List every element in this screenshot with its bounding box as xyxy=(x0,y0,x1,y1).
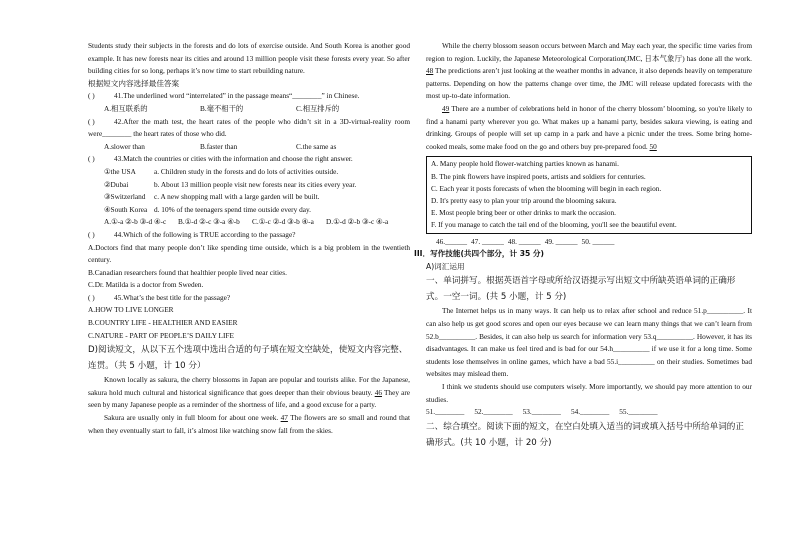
answer-53[interactable]: 53.________ xyxy=(522,407,561,417)
question-45 xyxy=(88,292,410,342)
option-b[interactable]: B.①-d ②-c ③-a ④-b xyxy=(178,217,240,227)
blank-48[interactable]: 48 xyxy=(426,66,434,76)
blank-46[interactable]: 46 xyxy=(374,387,382,397)
sakura-paragraph-2: Sakura are usually only in full bloom for about one week. 47 The flowers are so small and round that when they eventually start to fall, it’s almost like watching snow fall from the skies. xyxy=(88,413,410,435)
option-a[interactable]: A.HOW TO LIVE LONGER xyxy=(88,305,174,315)
match-left: ③Switzerland xyxy=(104,192,146,202)
match-left: ④South Korea xyxy=(104,204,148,214)
option-b[interactable]: B.faster than xyxy=(200,141,238,151)
answer-55[interactable]: 55.________ xyxy=(619,407,658,417)
options-box xyxy=(426,156,752,233)
answer-paren[interactable]: ( ) xyxy=(88,116,95,126)
answer-50[interactable]: 50. ______ xyxy=(581,236,615,246)
match-right: c. A new shopping mall with a large garden will be built. xyxy=(154,192,320,202)
answer-49[interactable]: 49. ______ xyxy=(544,236,578,246)
part-3-heading: III．写作技能(共四个部分，计 35 分) xyxy=(414,249,544,259)
answer-47[interactable]: 47. ______ xyxy=(471,236,504,246)
option-c[interactable]: C.①-c ②-d ③-b ④-a xyxy=(252,217,314,227)
option-a[interactable]: A.相互联系的 xyxy=(104,103,148,113)
left-column xyxy=(88,40,410,437)
option-a[interactable]: A.①-a ②-b ③-d ④-c xyxy=(104,217,167,227)
answer-line-46-50 xyxy=(426,236,752,249)
blank-47[interactable]: 47 xyxy=(280,413,288,423)
option-a: A. Many people hold flower-watching parties known as hanami. xyxy=(431,159,619,169)
question-text: 43.Match the countries or cities with the information and choose the right answer. xyxy=(114,154,353,164)
intro-paragraph: Students study their subjects in the forests and do lots of exercise outside. And South Korea is another good example. It has new forests near its cities and around 13 million people visit these forests every year. So after building cities for so long, perhaps it’s now time to start rebuilding nature. xyxy=(88,41,410,76)
cloze-instructions: 二、综合填空。阅读下面的短文，在空白处填入适当的词或填入括号中所给单词的正确形式。(共 10 小题，计 20 分) xyxy=(426,421,744,448)
right-column xyxy=(414,40,752,451)
question-text: 45.What’s the best title for the passage? xyxy=(114,292,231,302)
option-d: D. It's pretty easy to plan your trip around the blooming sakura. xyxy=(431,195,617,205)
option-c[interactable]: C.NATURE - PART OF PEOPLE’S DAILY LIFE xyxy=(88,330,234,340)
option-f: F. If you manage to catch the tail end of the blooming, you'll see the beautiful event. xyxy=(431,220,677,230)
instruction: 根据短文内容选择最佳答案 xyxy=(88,78,180,88)
match-left: ②Dubai xyxy=(104,179,129,189)
option-b[interactable]: B.毫不相干的 xyxy=(200,103,244,113)
word-answer-line xyxy=(426,406,752,419)
match-left: ①the USA xyxy=(104,166,136,176)
question-43 xyxy=(88,153,410,229)
option-c[interactable]: C.Dr. Matilda is a doctor from Sweden. xyxy=(88,280,204,290)
answer-52[interactable]: 52.________ xyxy=(474,407,513,417)
blank-49[interactable]: 49 xyxy=(442,103,450,113)
match-right: b. About 13 million people visit new forests near its cities every year. xyxy=(154,179,357,189)
section-d-heading: D)阅读短文，从以下五个选项中选出合适的句子填在短文空缺处，使短文内容完整、连贯。（共 5 小题，计 10 分） xyxy=(88,345,408,372)
answer-46[interactable]: 46.______ xyxy=(436,236,468,246)
option-b[interactable]: B.COUNTRY LIFE - HEALTHIER AND EASIER xyxy=(88,318,238,328)
question-text: 41.The underlined word “interrelated” in the passage means“________” in Chinese. xyxy=(114,91,360,101)
vocab-heading: A)词汇运用 xyxy=(426,261,465,271)
closing-paragraph: I think we students should use computers wisely. More importantly, we should pay more attention to our studies. xyxy=(426,381,752,404)
sakura-paragraph-3: While the cherry blossom season occurs between March and May each year, the specific time varies from region to region. Luckily, the Japanese Meteorological Corporation(JMC, 日本气象厅) has done all the work. 48 The predictions aren’t just looking at the weather months in advance, it also depends heavily on temperature patterns. Depending on how the patterns change over time, the JMC will release updated forecasts with the most up-to-date information. xyxy=(426,41,752,101)
option-c: C. Each year it posts forecasts of when the blooming will begin in each region. xyxy=(431,183,662,193)
sakura-paragraph-4: 49 There are a number of celebrations held in honor of the cherry blossom’ blooming, so you're likely to find a hanami party wherever you go. What makes up a hanami party, besides sakura viewing, is eating and drinking. Groups of people will set up camp in a park and have a picnic under the trees. Some bring home-cooked meals, some make food on the go and others buy pre-prepared food. 50 xyxy=(426,103,752,151)
answer-51[interactable]: 51.________ xyxy=(426,407,465,417)
answer-paren[interactable]: ( ) xyxy=(88,292,95,302)
option-b[interactable]: B.Canadian researchers found that healthier people lived near cities. xyxy=(88,267,287,277)
match-right: d. 10% of the teenagers spend time outside every day. xyxy=(154,204,311,214)
option-e: E. Most people bring beer or other drinks to mark the occasion. xyxy=(431,208,617,218)
option-d[interactable]: D.①-d ②-b ③-c ④-a xyxy=(326,217,389,227)
blank-50[interactable]: 50 xyxy=(649,141,657,151)
question-42 xyxy=(88,116,410,154)
option-a[interactable]: A.Doctors find that many people don’t like spending time outside, which is a big problem in the twentieth century. xyxy=(88,242,410,265)
answer-paren[interactable]: ( ) xyxy=(88,154,95,164)
option-c[interactable]: C.相互排斥的 xyxy=(296,103,340,113)
option-a[interactable]: A.slower than xyxy=(104,141,145,151)
answer-54[interactable]: 54.________ xyxy=(570,407,610,417)
internet-paragraph: The Internet helps us in many ways. It can help us to relax after school and reduce 51.p__________. It can also help us get good scores and open our eyes because we can learn many things that we can’t learn from 52.b__________. Besides, it can also help us search for information very 53.q__________. However, it has its disadvantages. It can make us feel tired and is bad for our 54.h__________ if we use it for a long time. Some students lose themselves in online games, which have a bad 55.i__________ on their studies. Sometimes bad websites may mislead them. xyxy=(426,306,752,379)
answer-paren[interactable]: ( ) xyxy=(88,229,95,239)
question-44 xyxy=(88,229,410,292)
answer-48[interactable]: 48. ______ xyxy=(507,236,541,246)
question-text: 44.Which of the following is TRUE according to the passage? xyxy=(114,229,296,239)
answer-paren[interactable]: ( ) xyxy=(88,91,95,101)
question-41 xyxy=(88,90,410,115)
question-text: 42.After the math test, the heart rates of the people who didn’t sit in a 3D-virtual-reality room were________ the heart rates of those who did. xyxy=(88,116,410,139)
sakura-paragraph-1: Known locally as sakura, the cherry blossoms in Japan are popular and tourists alike. For the Japanese, sakura hold much cultural and historical significance that goes deeper than their obvious beauty. 46 They are seen by many Japanese people as a reminder of the shortness of life, and a good excuse for a party. xyxy=(88,375,410,410)
option-c[interactable]: C.the same as xyxy=(296,141,337,151)
spelling-instructions: 一、单词拼写。根据英语首字母或所给汉语提示写出短文中所缺英语单词的正确形式。一空一词。(共 5 小题，计 5 分) xyxy=(426,276,736,303)
option-b: B. The pink flowers have inspired poets, artists and soldiers for centuries. xyxy=(431,171,646,181)
match-right: a. Children study in the forests and do lots of activities outside. xyxy=(154,166,339,176)
